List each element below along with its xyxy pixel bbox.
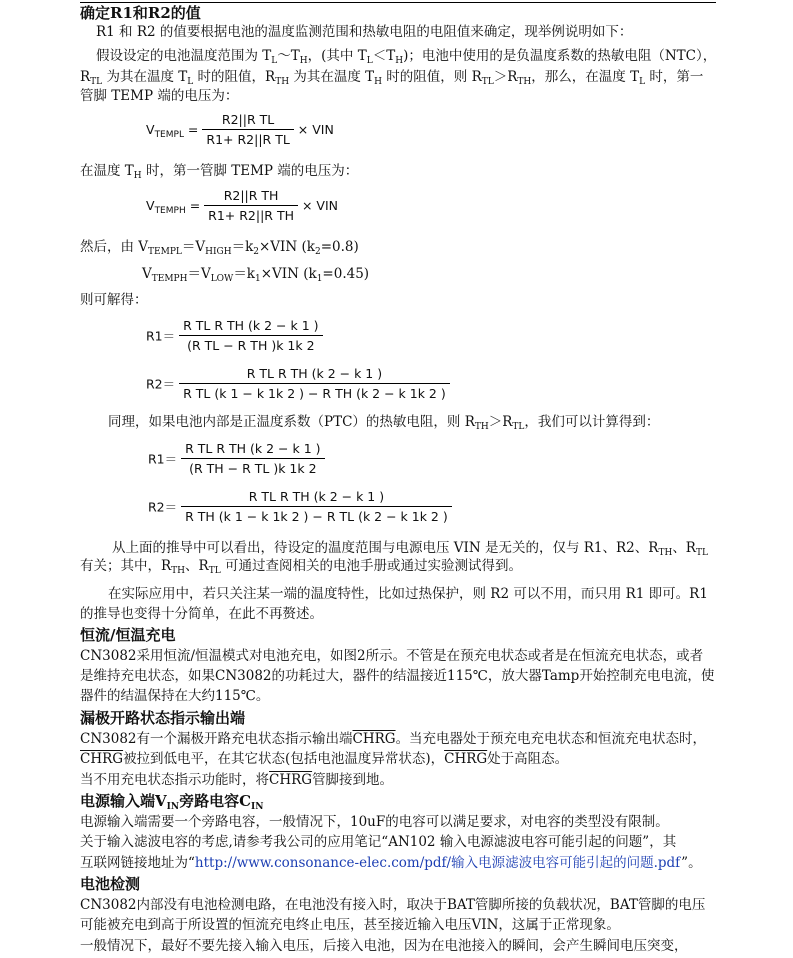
paragraph: 在温度 $T_H$ 时，第一管脚 TEMP 端的电压为： [80,163,359,181]
paragraph: 管脚 TEMP 端的电压为： [80,88,239,104]
paragraph: 当不用充电状态指示功能时，将CHRG管脚接到地。 [80,772,394,788]
paragraph: CHRG被拉到低电平，在其它状态(包括电池温度异常状态)，CHRG处于高阻态。 [80,751,569,767]
paragraph: 的推导也变得十分简单，在此不再赘述。 [80,606,323,622]
formula-vtempl: $V_{TEMPL}$ = $\frac{\text{R2||R TL}}{\text{R1+ R2||R TL}}$ × VIN [146,112,334,147]
paragraph: $R_{TL}$ 为其在温度 $T_L$ 时的阻值，$R_{TH}$ 为其在温度 $T_H$ 时的阻值，则 $R_{TL}>R_{TH}$，那么，在温度 $T_L$ 时，第一 [80,69,704,87]
paragraph: 有关；其中，$R_{TH}$、$R_{TL}$ 可通过查阅相关的电池手册或通过实验测试得到。 [80,558,522,576]
section-title-r1-r2: 确定R1和R2的值 [80,4,201,22]
formula-r2-ntc: R2＝ $\frac{\text{R TL R TH (k 2 − k 1 )}}{\text{R TL (k 1 − k 1k 2 ) − R TH (k 2 − k 1k 2 )}}$ [146,366,450,401]
paragraph: 互联网链接地址为“http://www.consonance-elec.com/pdf/输入电源滤波电容可能引起的问题.pdf”。 [80,855,702,871]
paragraph: 然后，由 $V_{TEMPL}=V_{HIGH}=k_2\times VIN$ $(k_2=0.8)$ [80,239,359,257]
app-note-link[interactable]: http://www.consonance-elec.com/pdf/输入电源滤波电容可能引起的问题.pdf [194,855,682,871]
paragraph: 可能被充电到高于所设置的恒流充电终止电压，甚至接近输入电压VIN，这属于正常现象。 [80,917,620,933]
header-rule [80,2,716,3]
paragraph: 电源输入端需要一个旁路电容，一般情况下，10uF的电容可以满足要求，对电容的类型没有限制。 [80,814,669,830]
paragraph: CN3082有一个漏极开路充电状态指示输出端CHRG。当充电器处于预充电充电状态和恒流充电状态时， [80,731,707,747]
paragraph: 是维持充电状态，如果CN3082的功耗过大，器件的结温接近115℃，放大器Tamp开始控制充电电流，使 [80,668,715,684]
formula-r2-ptc: R2＝ $\frac{\text{R TL R TH (k 2 − k 1 )}}{\text{R TH (k 1 − k 1k 2 ) − R TL (k 2 − k 1k 2 )}}$ [148,489,452,524]
section-title-vin-cap: 电源输入端$V_{IN}$旁路电容$C_{IN}$ [80,792,264,812]
paragraph: 关于输入滤波电容的考虑,请参考我公司的应用笔记“AN102 输入电源滤波电容可能引起的问题”，其 [80,834,677,850]
paragraph: $V_{TEMPH}=V_{LOW}=k_1\times VIN$ $(k_1=0.45)$ [142,266,370,284]
paragraph: 则可解得： [80,292,148,308]
paragraph: 一般情况下，最好不要先接入输入电压，后接入电池，因为在电池接入的瞬间，会产生瞬间电压突变， [80,938,688,954]
paragraph: 器件的结温保持在大约115℃。 [80,688,270,704]
formula-r1-ntc: R1＝ $\frac{\text{R TL R TH (k 2 − k 1 )}}{\text{(R TL − R TH )k 1k 2}}$ [146,318,323,353]
paragraph: 在实际应用中，若只关注某一端的温度特性，比如过热保护，则 R2 可以不用，而只用 R1 即可。R1 [108,586,708,602]
section-title-battery-detect: 电池检测 [80,875,141,893]
paragraph: CN3082内部没有电池检测电路，在电池没有接入时，取决于BAT管脚所接的负载状况，BAT管脚的电压 [80,897,706,913]
section-title-open-drain: 漏极开路状态指示输出端 [80,709,246,727]
paragraph: CN3082采用恒流/恒温模式对电池充电，如图2所示。不管是在预充电状态或者是在恒流充电状态，或者 [80,648,704,664]
formula-r1-ptc: R1＝ $\frac{\text{R TL R TH (k 2 − k 1 )}}{\text{(R TH − R TL )k 1k 2}}$ [148,441,325,476]
paragraph: 同理，如果电池内部是正温度系数（PTC）的热敏电阻，则 $R_{TH}>R_{TL}$，我们可以计算得到： [108,414,660,432]
section-title-cc-ct: 恒流/恒温充电 [80,626,176,644]
formula-vtemph: $V_{TEMPH}$ = $\frac{\text{R2||R TH}}{\text{R1+ R2||R TH}}$ × VIN [146,188,339,223]
paragraph: 从上面的推导中可以看出，待设定的温度范围与电源电压 VIN 是无关的，仅与 R1、R2、$R_{TH}$、$R_{TL}$ [112,540,708,558]
paragraph: R1 和 R2 的值要根据电池的温度监测范围和热敏电阻的电阻值来确定，现举例说明如下： [96,24,633,40]
paragraph: 假设设定的电池温度范围为 $T_L\sim T_H$，(其中 $T_L<T_H$)；电池中使用的是负温度系数的热敏电阻（NTC）， [96,48,717,66]
